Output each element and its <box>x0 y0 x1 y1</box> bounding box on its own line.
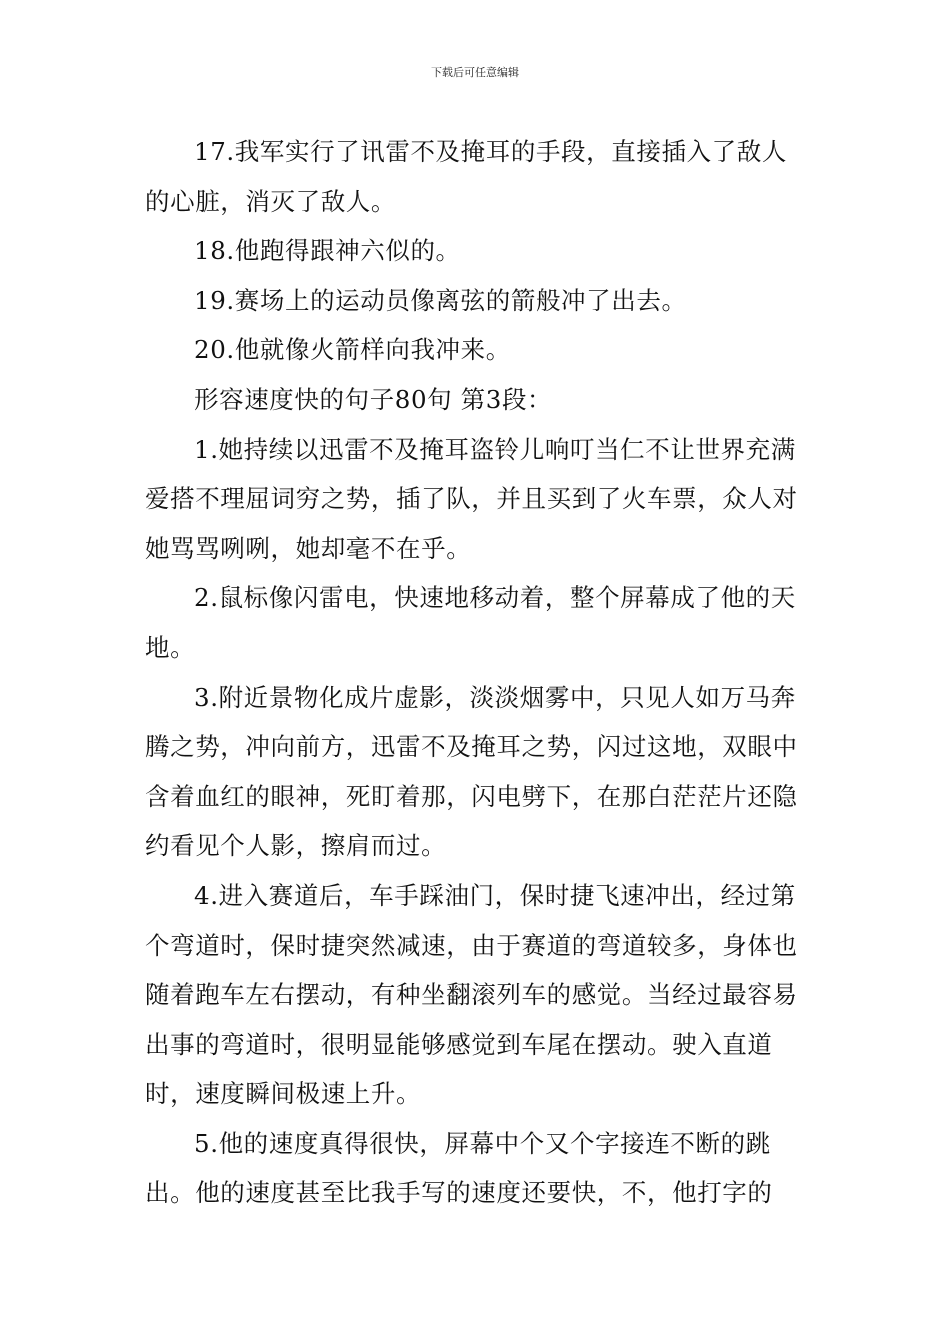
paragraph-item-3: 3.附近景物化成片虚影，淡淡烟雾中，只见人如万马奔腾之势，冲向前方，迅雷不及掩耳之势，闪过这地，双眼中含着血红的眼神，死盯着那，闪电劈下，在那白茫茫片还隐约看见个人影，擦肩而过。 <box>145 682 798 861</box>
paragraph-item-19: 19.赛场上的运动员像离弦的箭般冲了出去。 <box>194 285 687 315</box>
paragraph-item-1: 1.她持续以迅雷不及掩耳盗铃儿响叮当仁不让世界充满爱搭不理屈词穷之势，插了队，并且买到了火车票，众人对她骂骂咧咧，她却毫不在乎。 <box>145 434 798 563</box>
paragraph-item-17: 17.我军实行了讯雷不及掩耳的手段，直接插入了敌人的心脏，消灭了敌人。 <box>145 137 787 216</box>
paragraph-item-18: 18.他跑得跟神六似的。 <box>194 236 461 266</box>
document-body <box>145 127 807 1218</box>
page-header: 下载后可任意编辑 <box>431 66 519 79</box>
paragraph-item-4: 4.进入赛道后，车手踩油门，保时捷飞速冲出，经过第个弯道时，保时捷突然减速，由于赛道的弯道较多，身体也随着跑车左右摆动，有种坐翻滚列车的感觉。当经过最容易出事的弯道时，很明显能够感觉到车尾在摆动。驶入直道时，速度瞬间极速上升。 <box>145 880 798 1109</box>
paragraph-item-20: 20.他就像火箭样向我冲来。 <box>194 335 511 365</box>
paragraph-item-5: 5.他的速度真得很快，屏幕中个又个字接连不断的跳出。他的速度甚至比我手写的速度还要快，不，他打字的 <box>145 1128 773 1208</box>
section-heading: 形容速度快的句子80句 第3段： <box>194 384 553 414</box>
paragraph-item-2: 2.鼠标像闪雷电，快速地移动着，整个屏幕成了他的天地。 <box>145 583 796 662</box>
